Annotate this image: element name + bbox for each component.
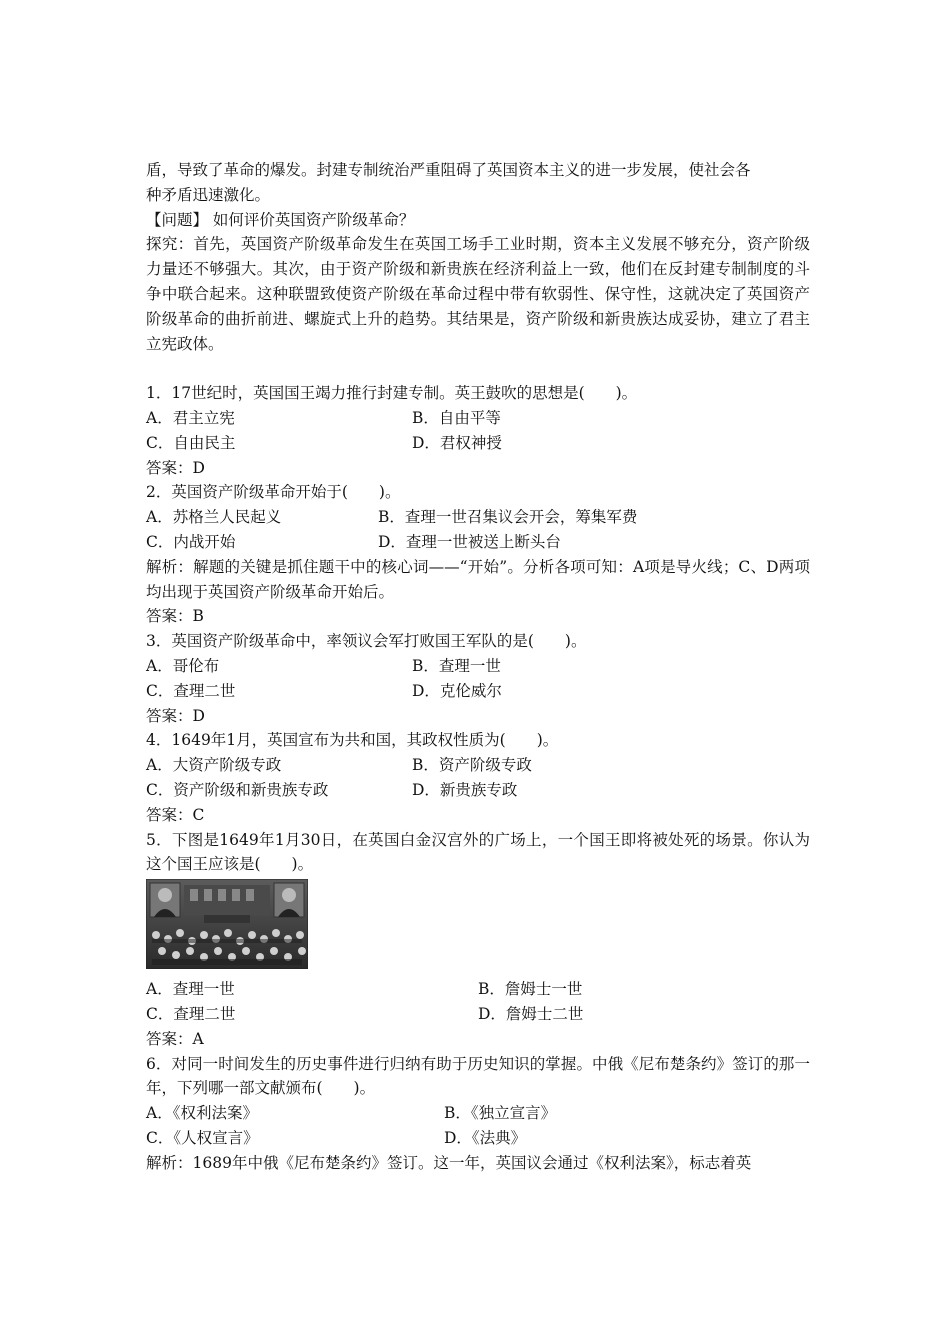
q6-option-a: A．《权利法案》 [146,1104,258,1123]
q2-options-row-1 [146,505,810,530]
intro-line-2: 种矛盾迅速激化。 [146,185,271,204]
q2-answer: 答案：B [146,607,204,626]
q2-option-d: D．查理一世被送上断头台 [378,532,561,551]
q4-option-d: D．新贵族专政 [412,780,518,799]
q6-options-row-2 [146,1126,810,1151]
q6-analysis: 解析：1689年中俄《尼布楚条约》签订。这一年，英国议会通过《权利法案》，标志着英 [146,1153,752,1172]
q1-option-a: A．君主立宪 [146,408,235,427]
q3-option-d: D．克伦威尔 [412,681,502,700]
q3-options-row-2 [146,679,810,704]
q1-option-c: C．自由民主 [146,433,236,452]
q5-options-row-1 [146,977,810,1002]
q4-option-c: C．资产阶级和新贵族专政 [146,780,329,799]
q5-option-a: A．查理一世 [146,980,235,999]
explore-paragraph: 探究：首先，英国资产阶级革命发生在英国工场手工业时期，资本主义发展不够充分，资产阶级力量还不够强大。其次，由于资产阶级和新贵族在经济利益上一致，他们在反封建专制制度的斗争中联合起来。这种联盟致使资产阶级在革命过程中带有软弱性、保守性，这就决定了英国资产阶级革命的曲折前进、螺旋式上升的趋势。其结果是，资产阶级和新贵族达成妥协，建立了君主立宪政体。 [146,235,810,353]
q1-options-row-2 [146,431,810,456]
q1-stem: 1．17世纪时，英国国王竭力推行封建专制。英王鼓吹的思想是( )。 [146,384,638,403]
q5-answer: 答案：A [146,1029,204,1048]
q6-option-d: D．《法典》 [444,1128,527,1147]
q3-option-b: B．查理一世 [412,656,501,675]
q4-options-row-1 [146,753,810,778]
q5-options-row-2 [146,1002,810,1027]
q3-option-a: A．哥伦布 [146,656,220,675]
question-title: 【问题】 如何评价英国资产阶级革命？ [146,210,415,229]
q5-stem: 5．下图是1649年1月30日，在英国白金汉宫外的广场上，一个国王即将被处死的场景。你认为这个国王应该是( )。 [146,830,810,874]
q3-options-row-1 [146,654,810,679]
q2-options-row-2 [146,530,810,555]
q5-option-b: B．詹姆士一世 [478,980,583,999]
q3-stem: 3．英国资产阶级革命中，率领议会军打败国王军队的是( )。 [146,632,587,651]
q6-option-b: B．《独立宣言》 [444,1104,557,1123]
q3-answer: 答案：D [146,706,205,725]
q6-options-row-1 [146,1101,810,1126]
q2-option-b: B．查理一世召集议会开会，筹集军费 [378,508,638,527]
q1-options-row-1 [146,406,810,431]
q4-stem: 4．1649年1月，英国宣布为共和国，其政权性质为( )。 [146,731,559,750]
q5-option-d: D．詹姆士二世 [478,1004,584,1023]
q4-option-b: B．资产阶级专政 [412,756,532,775]
q4-options-row-2 [146,778,810,803]
q2-option-a: A．苏格兰人民起义 [146,508,282,527]
document-page [146,158,810,1175]
q2-stem: 2．英国资产阶级革命开始于( )。 [146,483,401,502]
q3-option-c: C．查理二世 [146,681,236,700]
q2-option-c: C．内战开始 [146,532,236,551]
q1-option-d: D．君权神授 [412,433,502,452]
q4-answer: 答案：C [146,805,205,824]
section-gap [146,356,810,381]
q4-option-a: A．大资产阶级专政 [146,756,282,775]
intro-line-1: 盾，导致了革命的爆发。封建专制统治严重阻碍了英国资本主义的进一步发展，使社会各 [146,161,751,179]
q1-answer: 答案：D [146,458,205,477]
q6-stem: 6．对同一时间发生的历史事件进行归纳有助于历史知识的掌握。中俄《尼布楚条约》签订的那一年，下列哪一部文献颁布( )。 [146,1054,810,1098]
q6-option-c: C．《人权宣言》 [146,1128,259,1147]
q2-analysis: 解析：解题的关键是抓住题干中的核心词——“开始”。分析各项可知：A项是导火线；C、D两项均出现于英国资产阶级革命开始后。 [146,557,810,601]
execution-scene-image [146,879,308,969]
q1-option-b: B．自由平等 [412,408,501,427]
q5-option-c: C．查理二世 [146,1004,236,1023]
